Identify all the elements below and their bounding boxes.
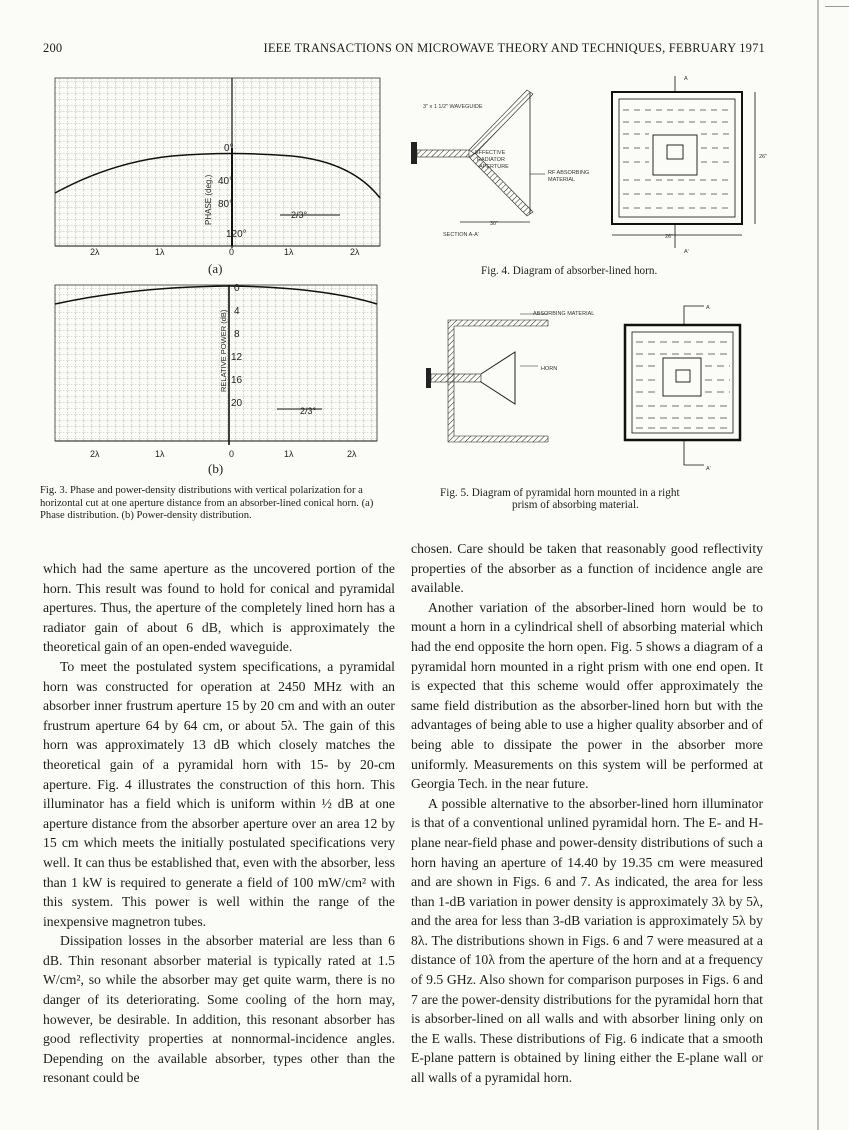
page-corner-mark bbox=[825, 0, 849, 7]
fig4-waveguide-label: 3" x 1 1/2" WAVEGUIDE bbox=[423, 104, 483, 110]
fig4-horn-upper-wall bbox=[469, 90, 533, 154]
fig3b-axis-label: RELATIVE POWER (dB) bbox=[219, 309, 228, 392]
fig4-dim-30-label: 30" bbox=[490, 221, 499, 227]
fig4-waveguide bbox=[417, 150, 469, 157]
fig4-material-label: MATERIAL bbox=[548, 177, 576, 183]
fig5-section-horn-aperture bbox=[663, 358, 701, 396]
journal-header: IEEE TRANSACTIONS ON MICROWAVE THEORY AND TECHNIQUES, FEBRUARY 1971 bbox=[263, 41, 765, 55]
fig5-caption-line1: Fig. 5. Diagram of pyramidal horn mounted in a right bbox=[440, 487, 680, 499]
fig5-caption-line2: prism of absorbing material. bbox=[512, 499, 639, 511]
fig3b-y-tick-8: 8 bbox=[234, 329, 240, 340]
fig3b-annotation: 2/3° bbox=[300, 406, 317, 416]
fig4-dim-26-bottom-label: 26" bbox=[665, 234, 674, 240]
fig5-section-waveguide bbox=[676, 370, 690, 382]
fig5-diagram bbox=[420, 300, 760, 480]
body-right-para-2: Another variation of the absorber-lined horn would be to mount a horn in a cylindrical shell of absorbing material which had the end opposite the horn open. Fig. 5 shows a diagram of a pyramidal horn mounted in a right prism with one end open. It is expected that this scheme would offer approximately the same field distribution as the absorber-lined horn but with the advantages of being able to use a higher quality absorber and of being able to dissipate the power in the absorber more uniformly. Measurements on this system will be performed at Georgia Tech. in the near future. bbox=[411, 599, 763, 792]
fig4-section-label: SECTION A-A' bbox=[443, 232, 479, 238]
body-left-column bbox=[43, 559, 395, 1088]
fig4-flange bbox=[411, 142, 417, 164]
fig4-effective-label: EFFECTIVE bbox=[475, 150, 506, 156]
fig3b-grid bbox=[55, 285, 377, 441]
fig3a-sublabel: (a) bbox=[208, 261, 223, 276]
fig3a-y-tick-80: 80° bbox=[218, 199, 234, 210]
fig3b-y-tick-12: 12 bbox=[231, 352, 243, 363]
fig5-waveguide bbox=[431, 374, 481, 382]
fig5-flange bbox=[426, 368, 431, 388]
fig5-section-a-prime: A' bbox=[706, 466, 711, 472]
fig3a-y-tick-0: 0° bbox=[224, 143, 234, 154]
fig3b-y-tick-4: 4 bbox=[234, 306, 240, 317]
fig3a-x-tick-4: 1λ bbox=[284, 247, 294, 257]
body-right-para-3: A possible alternative to the absorber-lined horn illuminator is that of a conventional unlined pyramidal horn. The E- and H-plane near-field phase and power-density distributions of such a horn having an aperture of 14.40 by 19.35 cm were measured and are shown in Figs. 6 and 7. As indicated, the area for less than 1-dB variation in power density is approximately 3λ by 5λ, and the area for less than 3-dB variation is approximately 5λ by 8λ. The distributions shown in Figs. 6 and 7 were measured at a distance of 10λ from the aperture of the horn and at a frequency of 9.5 GHz. Also shown for comparison purposes in Figs. 6 and 7 are the power-density distributions for the pyramidal horn that is absorber-lined on all walls and with absorber lining only on the E walls. These distributions of Fig. 6 indicate that a smooth E-plane pattern is obtained by lining either the E-plane wall or all walls of a pyramidal horn. bbox=[411, 795, 763, 1086]
fig4-section-a-prime: A' bbox=[684, 249, 689, 255]
page-edge-rule bbox=[817, 0, 819, 1130]
fig3a-grid bbox=[55, 78, 380, 246]
fig3b-power-plot bbox=[52, 283, 382, 453]
fig3b-x-tick-4: 1λ bbox=[284, 449, 294, 459]
fig3a-y-tick-120: 120° bbox=[226, 229, 247, 240]
body-left-para-3: Dissipation losses in the absorber material are less than 6 dB. Thin resonant absorber material is typically rated at 1.5 W/cm², so while the absorber may get quite warm, there is no danger of its deteriorating. Some cooling of the horn may, however, be desirable. In addition, this resonant absorber has good reflectivity properties at nonnormal-incidence angles. Depending on the available absorber, types other than the resonant could be bbox=[43, 933, 395, 1086]
fig3b-y-tick-0: 0 bbox=[234, 283, 240, 294]
body-right-column bbox=[411, 539, 763, 1088]
fig5-section-absorber-dashes bbox=[636, 342, 730, 428]
fig5-horn-label: HORN bbox=[541, 366, 558, 372]
fig5-horn bbox=[481, 352, 515, 404]
fig3a-y-tick-40: 40° bbox=[218, 176, 234, 187]
fig5-section-cut-top bbox=[684, 306, 704, 325]
fig3b-x-tick-2: 1λ bbox=[155, 449, 165, 459]
fig4-radiator-label: RADIATOR bbox=[477, 157, 505, 163]
fig4-caption: Fig. 4. Diagram of absorber-lined horn. bbox=[481, 265, 658, 277]
fig4-section-a: A bbox=[684, 76, 688, 82]
fig5-section-inner bbox=[632, 332, 733, 433]
fig5-section-a: A bbox=[706, 305, 710, 311]
body-left-para-2: To meet the postulated system specifications, a pyramidal horn was constructed for operation at 2450 MHz with an absorber inner frustrum aperture 15 by 20 cm and with an outer frustrum aperture 64 by 64 cm, or about 5λ. The gain of this horn was approximately 13 dB which closely matches the theoretical gain of a pyramidal horn with 15- by 20-cm aperture. Fig. 4 illustrates the construction of this horn. This illuminator has a field which is uniform within ½ dB at one aperture distance from the absorber aperture over an area 12 by 15 cm which meets the initially postulated specifications very well. It can thus be established that, even with the absorber, less than 1 kW is required to generate a field of 100 mW/cm² with this system. This power is well within the range of the inexpensive magnetron tubes. bbox=[43, 658, 395, 929]
fig5-section-cut-bottom bbox=[684, 440, 704, 465]
fig3-caption: Fig. 3. Phase and power-density distributions with vertical polarization for a horizontal cut at one aperture distance from an absorber-lined conical horn. (a) Phase distribution. (b) Power-density distribution. bbox=[40, 485, 374, 522]
fig3a-axis-label: PHASE (deg.) bbox=[204, 174, 213, 225]
fig4-section-waveguide bbox=[667, 145, 683, 159]
fig4-section-aperture bbox=[653, 135, 697, 175]
fig3a-x-tick-1: 2λ bbox=[90, 247, 100, 257]
fig3a-x-tick-5: 2λ bbox=[350, 247, 360, 257]
fig3b-y-tick-16: 16 bbox=[231, 375, 243, 386]
fig3b-x-tick-1: 2λ bbox=[90, 449, 100, 459]
fig3b-y-tick-20: 20 bbox=[231, 398, 243, 409]
fig3b-x-tick-3: 0 bbox=[229, 449, 235, 459]
fig3a-annotation: 2/3° bbox=[291, 210, 308, 220]
body-right-para-1: chosen. Care should be taken that reasonably good reflectivity properties of the absorber as a function of incidence angle are available. bbox=[411, 541, 763, 596]
page-number: 200 bbox=[43, 41, 63, 55]
fig3b-sublabel: (b) bbox=[208, 461, 224, 476]
fig4-rf-label: RF ABSORBING bbox=[548, 170, 590, 176]
body-left-para-1: which had the same aperture as the uncovered portion of the horn. This result was found to hold for conical and pyramidal apertures. Thus, the aperture of the completely lined horn has a radiator gain of about 6 dB, which is approximately the theoretical gain of an open-ended waveguide. bbox=[43, 561, 395, 655]
fig4-diagram bbox=[405, 70, 775, 270]
fig4-section-inner bbox=[619, 99, 735, 217]
fig3a-x-tick-2: 1λ bbox=[155, 247, 165, 257]
fig5-absorbing-label: ABSORBING MATERIAL bbox=[533, 311, 595, 317]
fig4-section-outer bbox=[612, 92, 742, 224]
fig4-aperture-label: APERTURE bbox=[479, 164, 509, 170]
fig4-dim-26-side-label: 26" bbox=[759, 154, 768, 160]
fig3a-phase-plot bbox=[52, 76, 382, 256]
fig3b-x-tick-5: 2λ bbox=[347, 449, 357, 459]
fig3a-x-tick-3: 0 bbox=[229, 247, 235, 257]
